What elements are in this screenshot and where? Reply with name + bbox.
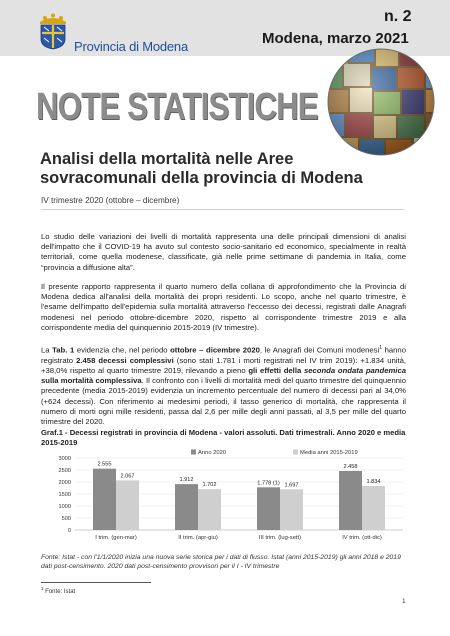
y-tick-label: 500: [61, 516, 71, 523]
photo-globe-image: [322, 46, 440, 158]
province-name: Provincia di Modena: [74, 39, 188, 54]
province-crest-logo: [36, 12, 70, 50]
issue-number: n. 2: [384, 8, 412, 25]
footnote-divider: [41, 582, 151, 583]
bar: [116, 480, 139, 530]
footnote: [41, 586, 75, 595]
p3-second-wave: seconda ondata pandemica: [303, 365, 406, 375]
paragraph-1: Lo studio delle variazioni dei livelli di mortalità rappresenta una delle principali dimensioni di analisi dell'impatto che il COVID-19 ha avuto sul contesto socio-sanitario ed economico, specialmente in realtà territoriali, come quella modenese, classificate, già nelle prime settimane di pandemia in Italia, come “provincia a diffusione alta”.: [41, 232, 406, 272]
x-tick-label: II trim. (apr-giu): [178, 535, 218, 541]
series-title: NOTE STATISTICHE: [36, 86, 318, 128]
y-tick-label: 2000: [58, 480, 71, 487]
data-label: 1.912: [179, 477, 194, 484]
data-label: 1.834: [366, 478, 381, 485]
x-tick-label: I trim. (gen-mar): [95, 535, 137, 541]
data-label: 1.778 (1): [257, 480, 280, 487]
p3-text-c: evidenzia che, nel periodo: [74, 345, 171, 355]
bar: [339, 471, 362, 530]
page-number: 1: [402, 598, 406, 605]
issue-date: Modena, marzo 2021: [262, 30, 409, 47]
p3-text-e: , le Anagrafi dei Comuni modenesi: [259, 345, 380, 355]
p3-total-deaths: 2.458 decessi complessivi: [76, 355, 174, 365]
bar: [280, 489, 303, 530]
chart-source-note: Fonte: Istat - con l'1/1/2020 inizia una nuova serie storica per i dati di flusso. Istat (anni 2015-2019) gli anni 2018 e 2019 dati post-censimento. 2020 dati post-censimento provvisori per il I - IV trimestre: [41, 554, 401, 570]
y-tick-label: 3000: [58, 456, 71, 463]
article-subtitle: IV trimestre 2020 (ottobre – dicembre): [41, 196, 180, 205]
bar: [198, 489, 221, 530]
p3-overall: sulla mortalità complessiva: [41, 376, 142, 386]
legend-label: Anno 2020: [198, 450, 227, 457]
data-label: 2.555: [97, 461, 112, 468]
p3-text-a: La: [41, 345, 53, 355]
bar: [257, 487, 280, 530]
y-tick-label: 2500: [58, 468, 71, 475]
footnote-ref: 1: [379, 345, 383, 351]
legend-swatch: [191, 450, 196, 455]
p3-text-f: hanno registrato: [41, 345, 406, 365]
legend-swatch: [293, 450, 298, 455]
data-label: 1.697: [284, 482, 299, 489]
bar: [175, 484, 198, 530]
article-title: Analisi della mortalità nelle Aree sovracomunali della provincia di Modena: [40, 150, 363, 187]
paragraph-3: [41, 343, 406, 427]
x-tick-label: III trim. (lug-sett): [258, 535, 302, 541]
data-label: 2.067: [120, 473, 135, 480]
p3-text-l: . Il confronto con i livelli di mortalità medi del quarto trimestre del quinquennio precedente (media 2015-2019) evidenzia un incremento percentuale del numero di decessi pari al 34,0% (+624 decessi). Con riferimento ai medesimi periodi, il tasso generico di mortalità, che rappresenta il numero di morti ogni mille residenti, passa dal 2,6 per mille degli anni passati, al 3,5 per mille del quarto trimestre del 2020.: [41, 376, 406, 426]
p3-period: ottobre – dicembre 2020: [170, 345, 260, 355]
p3-effects: gli effetti della: [248, 365, 304, 375]
legend-label: Media anni 2015-2019: [300, 450, 358, 457]
bar: [93, 469, 116, 530]
p3-table-ref: Tab. 1: [52, 345, 75, 355]
y-tick-label: 1000: [58, 504, 71, 511]
deaths-bar-chart: [41, 448, 411, 551]
data-label: 1.702: [202, 482, 217, 489]
y-tick-label: 1500: [58, 492, 71, 499]
figure-title: Graf.1 - Decessi registrati in provincia di Modena - valori assoluti. Dati trimestrali. Anno 2020 e media 2015-2019: [41, 428, 406, 447]
y-tick-label: 0: [67, 528, 71, 535]
x-tick-label: IV trim. (ott-dic): [342, 535, 382, 541]
paragraph-2: Il presente rapporto rappresenta il quarto numero della collana di approfondimento che la Provincia di Modena dedica all'analisi della mortalità dei propri residenti. Lo scopo, anche nel quarto trimestre, è l'esame dell'impatto dell'epidemia sulla mortalità attraverso l'eccesso dei decessi, registrati dalle Anagrafi modenesi nel periodo ottobre-dicembre 2020, rispetto al corrispondente trimestre 2019 e alla corrispondente media del quinquennio 2015-2019 (IV trimestre).: [41, 282, 406, 332]
data-label: 2.458: [343, 464, 358, 471]
bar: [362, 486, 385, 530]
footnote-text: Fonte: Istat: [43, 589, 76, 595]
p3-text-h: (sono stati 1.781 i morti registrati nel IV trim 2019): +1.834 unità, +38,0% rispetto al quarto trimestre 2019, rilevando a pieno: [41, 355, 407, 375]
footnote-mark: 1: [41, 586, 44, 591]
title-divider: [41, 209, 404, 210]
